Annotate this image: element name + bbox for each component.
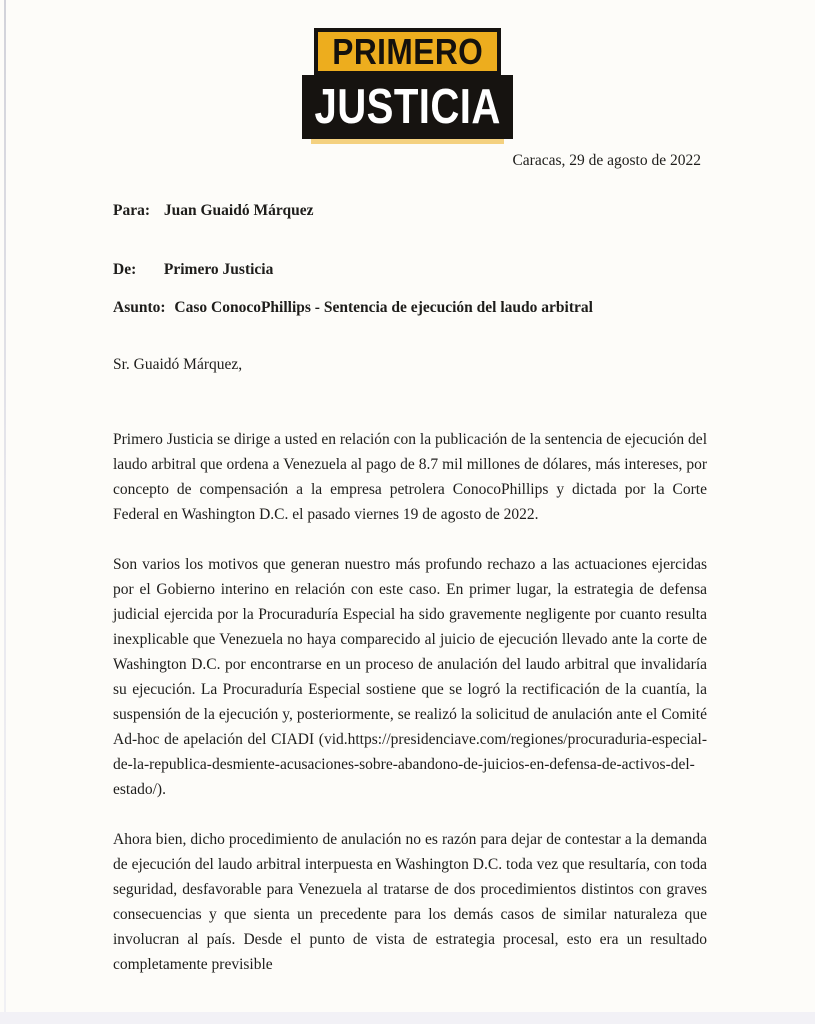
salutation: Sr. Guaidó Márquez,: [113, 356, 243, 373]
logo-justicia-band: [302, 75, 513, 139]
subject-label: Asunto:: [113, 299, 166, 316]
primero-justicia-logo: [302, 28, 513, 144]
recipient-row: [113, 198, 707, 223]
paragraph-3: Ahora bien, dicho procedimiento de anulación no es razón para dejar de contestar a la demanda de ejecución del laudo arbitral interpuesta en Washington D.C. toda vez que resultaría, con toda seguridad, desfavorable para Venezuela al tratarse de dos procedimientos distintos con graves consecuencias y que sienta un precedente para los demás casos de similar naturaleza que involucran al país. Desde el punto de vista de estrategia procesal, esto era un resultado completamente previsible: [113, 831, 707, 973]
paragraph-2: Son varios los motivos que generan nuestro más profundo rechazo a las actuaciones ejercidas por el Gobierno interino en relación con este caso. En primer lugar, la estrategia de defensa judicial ejercida por la Procuraduría Especial ha sido gravemente negligente por cuanto resulta inexplicable que Venezuela no haya comparecido al juicio de ejecución llevado ante la corte de Washington D.C. por encontrarse en un proceso de anulación del laudo arbitral que invalidaría su ejecución. La Procuraduría Especial sostiene que se logró la rectificación de la cuantía, la suspensión de la ejecución y, posteriormente, se realizó la solicitud de anulación ante el Comité Ad-hoc de apelación del CIADI (vid.https://presidenciave.com/regiones/procuraduria-especial-de-la-republica-desmiente-acusaciones-sobre-abandono-de-juicios-en-defensa-de-activos-del-estado/).: [113, 556, 707, 798]
recipient-label: Para:: [113, 202, 151, 219]
subject-row: [113, 295, 707, 320]
subject-text: Caso ConocoPhillips - Sentencia de ejecución del laudo arbitral: [174, 299, 593, 316]
recipient-name: Juan Guaidó Márquez: [163, 202, 314, 219]
logo-primero-text: PRIMERO: [332, 30, 483, 72]
logo-underline: [311, 139, 504, 144]
paragraph-1: Primero Justicia se dirige a usted en relación con la publicación de la sentencia de ejecución del laudo arbitral que ordena a Venezuela al pago de 8.7 mil millones de dólares, más intereses, por concepto de compensación a la empresa petrolera ConocoPhillips y dictada por la Corte Federal en Washington D.C. el pasado viernes 19 de agosto de 2022.: [113, 431, 707, 523]
logo-primero-band: [314, 28, 501, 75]
sender-label: De:: [113, 261, 137, 278]
scan-left-edge: [4, 0, 6, 1024]
date-line: Caracas, 29 de agosto de 2022: [512, 152, 701, 169]
sender-name: Primero Justicia: [163, 261, 274, 278]
logo-justicia-text: JUSTICIA: [314, 79, 501, 134]
scan-bottom-edge: [0, 1012, 815, 1024]
letter-content: [0, 148, 815, 977]
sender-row: [113, 257, 707, 282]
